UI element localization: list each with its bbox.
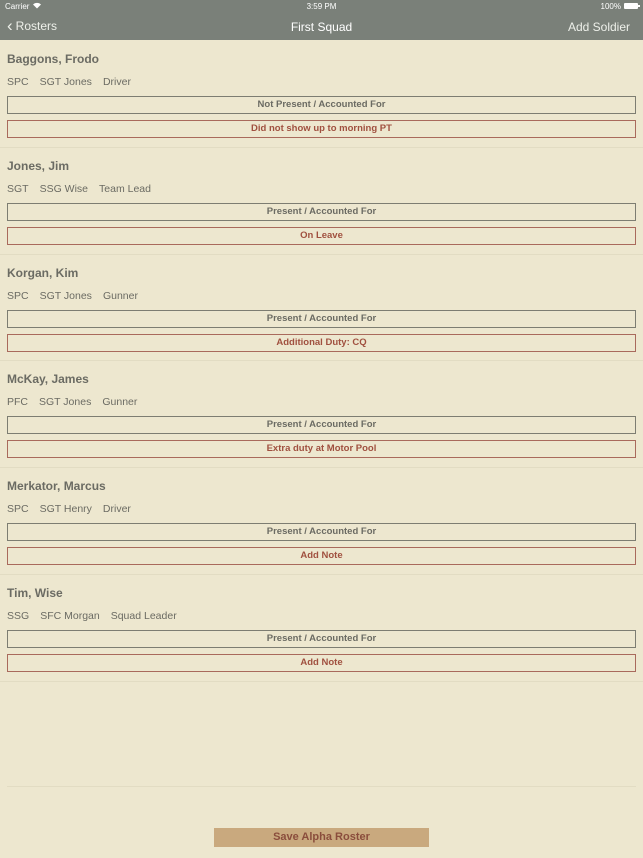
soldier-role: Driver xyxy=(102,503,131,516)
soldier-role: Driver xyxy=(102,76,131,88)
soldier-rank: SGT xyxy=(7,182,29,195)
note-button[interactable]: Additional Duty: CQ xyxy=(7,334,636,352)
navigation-bar xyxy=(0,13,643,40)
soldier-meta xyxy=(7,503,142,515)
soldier-card xyxy=(0,575,643,682)
soldier-rank: SPC xyxy=(7,289,29,302)
accountability-status-button[interactable]: Present / Accounted For xyxy=(7,630,636,648)
note-button[interactable]: Extra duty at Motor Pool xyxy=(7,440,636,458)
soldier-role: Team Lead xyxy=(99,182,151,195)
accountability-status-button[interactable]: Present / Accounted For xyxy=(7,523,636,541)
soldier-meta xyxy=(7,610,188,622)
carrier-label: Carrier xyxy=(5,2,30,11)
accountability-status-button[interactable]: Present / Accounted For xyxy=(7,203,636,221)
soldier-rank: SPC xyxy=(7,76,29,88)
soldier-name: McKay, James xyxy=(7,372,89,387)
save-roster-button[interactable]: Save Alpha Roster xyxy=(214,828,429,847)
soldier-card xyxy=(0,468,643,575)
soldier-rank: SSG xyxy=(7,609,30,622)
status-time: 3:59 PM xyxy=(306,2,337,11)
chevron-left-icon: ‹ xyxy=(7,16,13,35)
soldier-leader: SGT Jones xyxy=(39,396,92,409)
accountability-status-button[interactable]: Present / Accounted For xyxy=(7,416,636,434)
note-button[interactable]: Did not show up to morning PT xyxy=(7,120,636,138)
soldier-list xyxy=(0,41,643,682)
battery-label: 100% xyxy=(600,2,621,11)
soldier-name: Jones, Jim xyxy=(7,158,70,173)
soldier-leader: SSG Wise xyxy=(39,182,89,195)
accountability-status-button[interactable]: Present / Accounted For xyxy=(7,310,636,328)
note-button[interactable]: On Leave xyxy=(7,227,636,245)
soldier-role: Gunner xyxy=(102,289,138,302)
soldier-name: Merkator, Marcus xyxy=(7,479,106,494)
page-title: First Squad xyxy=(290,20,353,34)
soldier-leader: SGT Henry xyxy=(39,503,92,516)
add-soldier-button[interactable]: Add Soldier xyxy=(567,20,630,34)
soldier-card xyxy=(0,255,643,362)
note-button[interactable]: Add Note xyxy=(7,547,636,565)
back-label: Rosters xyxy=(15,19,58,33)
note-button[interactable]: Add Note xyxy=(7,654,636,672)
soldier-card xyxy=(0,361,643,468)
accountability-status-button[interactable]: Not Present / Accounted For xyxy=(7,96,636,114)
soldier-card xyxy=(0,41,643,148)
soldier-card xyxy=(0,148,643,255)
soldier-role: Squad Leader xyxy=(110,609,177,622)
soldier-name: Tim, Wise xyxy=(7,585,63,600)
soldier-role: Gunner xyxy=(102,396,138,409)
soldier-leader: SGT Jones xyxy=(39,289,92,302)
soldier-leader: SFC Morgan xyxy=(40,609,100,622)
status-bar xyxy=(0,0,643,13)
soldier-meta xyxy=(7,76,142,88)
soldier-rank: PFC xyxy=(7,396,28,409)
soldier-name: Korgan, Kim xyxy=(7,265,79,280)
divider xyxy=(7,786,636,787)
soldier-meta xyxy=(7,290,149,302)
soldier-name: Baggons, Frodo xyxy=(7,52,99,66)
soldier-rank: SPC xyxy=(7,503,29,516)
top-bar xyxy=(0,0,643,40)
battery-icon xyxy=(624,3,638,9)
soldier-meta xyxy=(7,396,148,408)
soldier-leader: SGT Jones xyxy=(39,76,92,88)
soldier-meta xyxy=(7,183,162,195)
